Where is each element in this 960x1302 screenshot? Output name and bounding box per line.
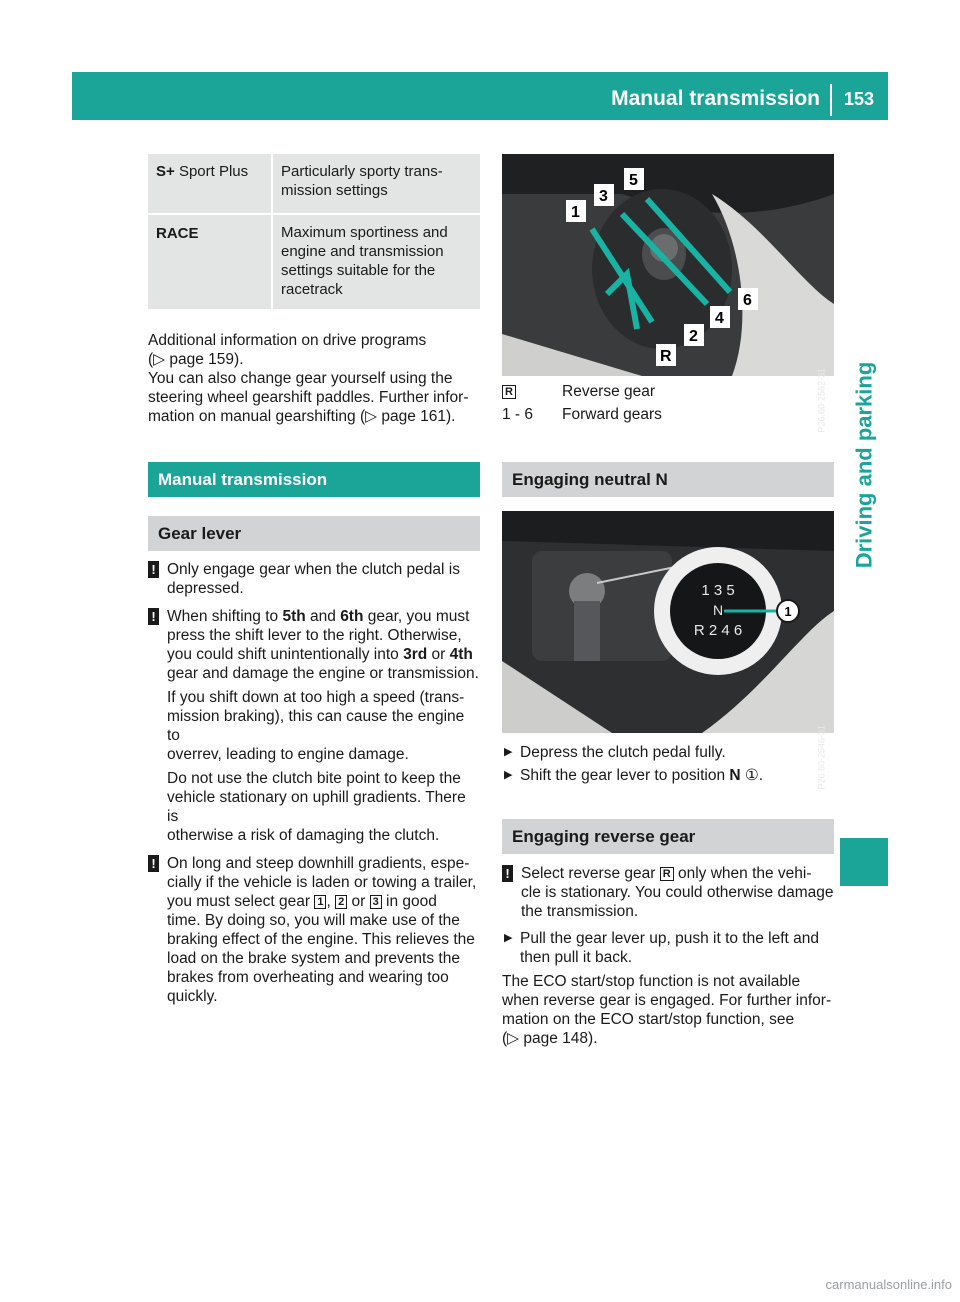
table-row	[148, 214, 480, 309]
side-tab-marker	[840, 838, 888, 886]
legend-text: Reverse gear	[562, 383, 656, 400]
warning-icon: !	[148, 608, 159, 625]
page-header	[72, 72, 888, 120]
warning-text: If you shift down at too high a speed (trans- mission braking), this can cause the engine to overrev, leading to engine damage.	[167, 689, 465, 763]
step-text: Pull the gear lever up, push it to the left and then pull it back.	[520, 930, 819, 966]
svg-text:N: N	[712, 602, 724, 618]
neutral-heading: Engaging neutral N	[502, 462, 834, 497]
warning-text: Select reverse gear R only when the vehi- cle is stationary. You could otherwise damage the transmission.	[521, 865, 834, 920]
table-cell-desc: Particularly sporty trans- mission settings	[272, 154, 480, 214]
legend-key: 1 - 6	[502, 406, 534, 423]
side-tab-label	[840, 290, 888, 640]
instruction-step	[502, 743, 834, 762]
instruction-step	[502, 766, 834, 785]
legend-item	[502, 405, 834, 424]
svg-text:R 2 4 6: R 2 4 6	[693, 622, 743, 639]
left-column	[148, 154, 480, 1006]
step-arrow-icon: ▶	[504, 746, 513, 758]
page-number: 153	[843, 89, 874, 109]
mode-name: Sport Plus	[178, 163, 249, 180]
drive-programs-table	[148, 154, 480, 309]
right-column	[502, 154, 834, 1048]
header-divider	[830, 84, 832, 116]
warning-note	[502, 864, 834, 921]
warning-text: Do not use the clutch bite point to keep the vehicle stationary on uphill gradients. There is otherwise a risk of damaging the clutch.	[167, 770, 466, 844]
svg-text:1: 1	[784, 604, 792, 619]
gear-lever-photo	[502, 154, 834, 376]
warning-icon: !	[148, 561, 159, 578]
mode-code: S+	[156, 163, 175, 180]
warning-text: When shifting to 5th and 6th gear, you must press the shift lever to the right. Otherwise, you could shift unintentionally into 3rd or 4th gear and damage the engine or transmission.	[167, 608, 479, 682]
step-arrow-icon: ▶	[504, 769, 513, 781]
paddles-paragraph: You can also change gear yourself using the steering wheel gearshift paddles. Further infor- mation on manual gearshifting (▷ page 161).	[148, 370, 469, 425]
step-text: Depress the clutch pedal fully.	[520, 744, 726, 761]
step-text: Shift the gear lever to position N ①.	[520, 767, 764, 784]
warning-text: On long and steep downhill gradients, espe- cially if the vehicle is laden or towing a trailer, you must select gear 1 , 2 or 3 in good time. By doing so, you will make use of the braking effect of the engine. This relieves the load on the brake system and prevents the brakes from overheating and wearing too quickly.	[167, 855, 477, 1005]
svg-text:6: 6	[743, 292, 752, 309]
svg-text:3: 3	[599, 188, 608, 205]
svg-text:2: 2	[689, 328, 698, 345]
gear-knob-photo	[502, 511, 834, 733]
gear-key-1: 1	[314, 895, 326, 909]
warning-icon: !	[148, 855, 159, 872]
section-heading: Manual transmission	[148, 462, 480, 497]
sub-heading: Gear lever	[148, 516, 480, 551]
gear-key-r: R	[660, 867, 674, 881]
warning-note	[148, 854, 480, 1006]
gear-key-3: 3	[370, 895, 382, 909]
legend-text: Forward gears	[562, 406, 662, 423]
table-cell-key	[148, 154, 272, 214]
reverse-heading: Engaging reverse gear	[502, 819, 834, 854]
warning-icon: !	[502, 865, 513, 882]
warning-note	[148, 560, 480, 598]
svg-text:1: 1	[571, 204, 580, 221]
instruction-step	[502, 929, 834, 967]
table-row	[148, 154, 480, 214]
header-title: Manual transmission	[611, 87, 820, 110]
gear-key-2: 2	[335, 895, 347, 909]
legend-key: R	[502, 382, 562, 401]
figure-code: P26.60-2546-31	[817, 725, 827, 790]
step-arrow-icon: ▶	[504, 932, 513, 944]
svg-text:1 3 5: 1 3 5	[701, 582, 735, 599]
table-cell-desc: Maximum sportiness and engine and transmission settings suitable for the racetrack	[281, 224, 448, 298]
table-cell-key	[148, 214, 272, 309]
side-tab-text: Driving and parking	[851, 361, 877, 569]
svg-text:4: 4	[715, 310, 724, 327]
legend-item	[502, 382, 834, 401]
figure-code: P26.60-2562-31	[817, 368, 827, 433]
svg-text:5: 5	[629, 172, 638, 189]
warning-text: Only engage gear when the clutch pedal is depressed.	[167, 561, 460, 597]
eco-paragraph: The ECO start/stop function is not available when reverse gear is engaged. For further infor- mation on the ECO start/stop function, see (▷ page 148).	[502, 973, 832, 1047]
warning-note	[148, 607, 480, 845]
watermark: carmanualsonline.info	[825, 1277, 952, 1292]
svg-text:R: R	[660, 348, 672, 365]
mode-code: RACE	[156, 225, 199, 242]
drive-programs-reference: Additional information on drive programs (▷ page 159).	[148, 332, 427, 368]
